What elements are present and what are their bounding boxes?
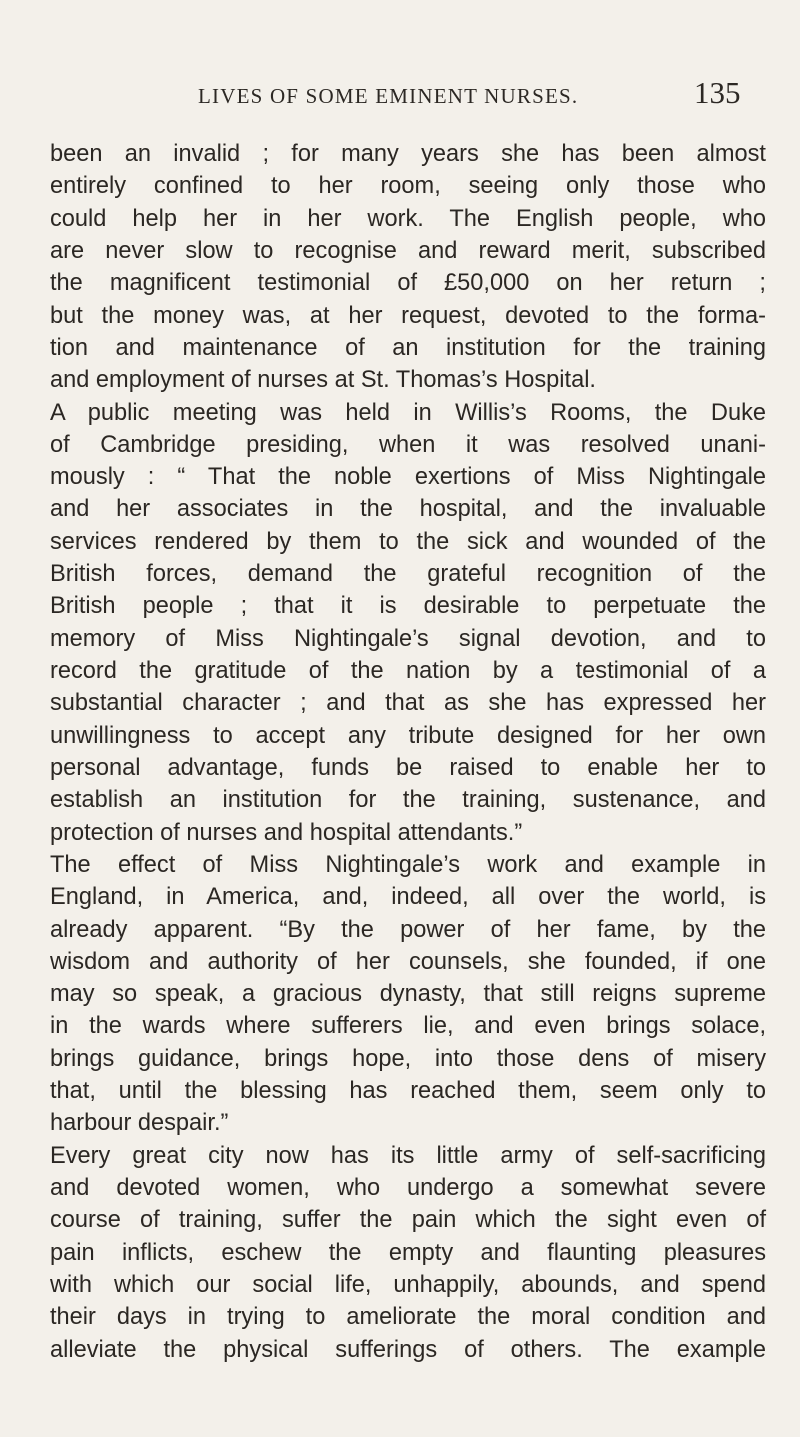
text-line: unwillingness to accept any tribute designed for her own: [50, 722, 766, 749]
text-line: wisdom and authority of her counsels, she founded, if one: [50, 948, 766, 975]
text-line: their days in trying to ameliorate the moral condition and: [50, 1304, 766, 1331]
text-line: pain inflicts, eschew the empty and flaunting pleasures: [50, 1239, 766, 1266]
text-line: brings guidance, brings hope, into those dens of misery: [50, 1045, 766, 1072]
text-line: England, in America, and, indeed, all over the world, is: [50, 884, 766, 911]
text-line: British forces, demand the grateful recognition of the: [50, 561, 766, 588]
text-line: and her associates in the hospital, and the invaluable: [50, 496, 766, 523]
text-line: establish an institution for the training, sustenance, and: [50, 787, 766, 814]
text-line: are never slow to recognise and reward merit, subscribed: [50, 237, 766, 264]
text-line: A public meeting was held in Willis’s Rooms, the Duke: [50, 399, 766, 426]
text-line: but the money was, at her request, devoted to the forma-: [50, 302, 766, 329]
text-line: course of training, suffer the pain which the sight even of: [50, 1207, 766, 1234]
text-line: with which our social life, unhappily, abounds, and spend: [50, 1271, 766, 1298]
text-line: the magnificent testimonial of £50,000 on her return ;: [50, 270, 766, 297]
text-line: been an invalid ; for many years she has been almost: [50, 141, 766, 167]
page-header: [0, 66, 800, 110]
text-line: record the gratitude of the nation by a testimonial of a: [50, 658, 766, 684]
text-line: and employment of nurses at St. Thomas’s Hospital.: [50, 367, 596, 394]
text-line: alleviate the physical sufferings of others. The example: [50, 1336, 766, 1363]
text-line: could help her in her work. The English people, who: [50, 205, 766, 232]
text-line: may so speak, a gracious dynasty, that still reigns supreme: [50, 981, 766, 1008]
text-line: personal advantage, funds be raised to enable her to: [50, 754, 766, 781]
text-line: memory of Miss Nightingale’s signal devotion, and to: [50, 625, 766, 652]
text-line: substantial character ; and that as she has expressed her: [50, 690, 766, 717]
text-line: protection of nurses and hospital attendants.”: [50, 819, 523, 846]
text-line: harbour despair.”: [50, 1110, 229, 1137]
body-text: [50, 138, 766, 1366]
text-line: services rendered by them to the sick and wounded of the: [50, 528, 766, 555]
text-line: mously : “ That the noble exertions of Miss Nightingale: [50, 464, 766, 491]
text-line: entirely confined to her room, seeing only those who: [50, 173, 766, 200]
text-line: tion and maintenance of an institution for the training: [50, 334, 766, 361]
text-line: Every great city now has its little army of self-sacrificing: [50, 1142, 766, 1169]
text-line: in the wards where sufferers lie, and even brings solace,: [50, 1013, 766, 1040]
text-line: The effect of Miss Nightingale’s work and example in: [50, 851, 766, 878]
text-line: that, until the blessing has reached them, seem only to: [50, 1078, 766, 1105]
text-line: already apparent. “By the power of her fame, by the: [50, 916, 766, 943]
text-line: British people ; that it is desirable to perpetuate the: [50, 593, 766, 620]
page-number: 135: [694, 75, 741, 110]
running-title: LIVES OF SOME EMINENT NURSES.: [198, 84, 579, 108]
text-line: and devoted women, who undergo a somewhat severe: [50, 1175, 766, 1201]
text-line: of Cambridge presiding, when it was resolved unani-: [50, 431, 766, 458]
